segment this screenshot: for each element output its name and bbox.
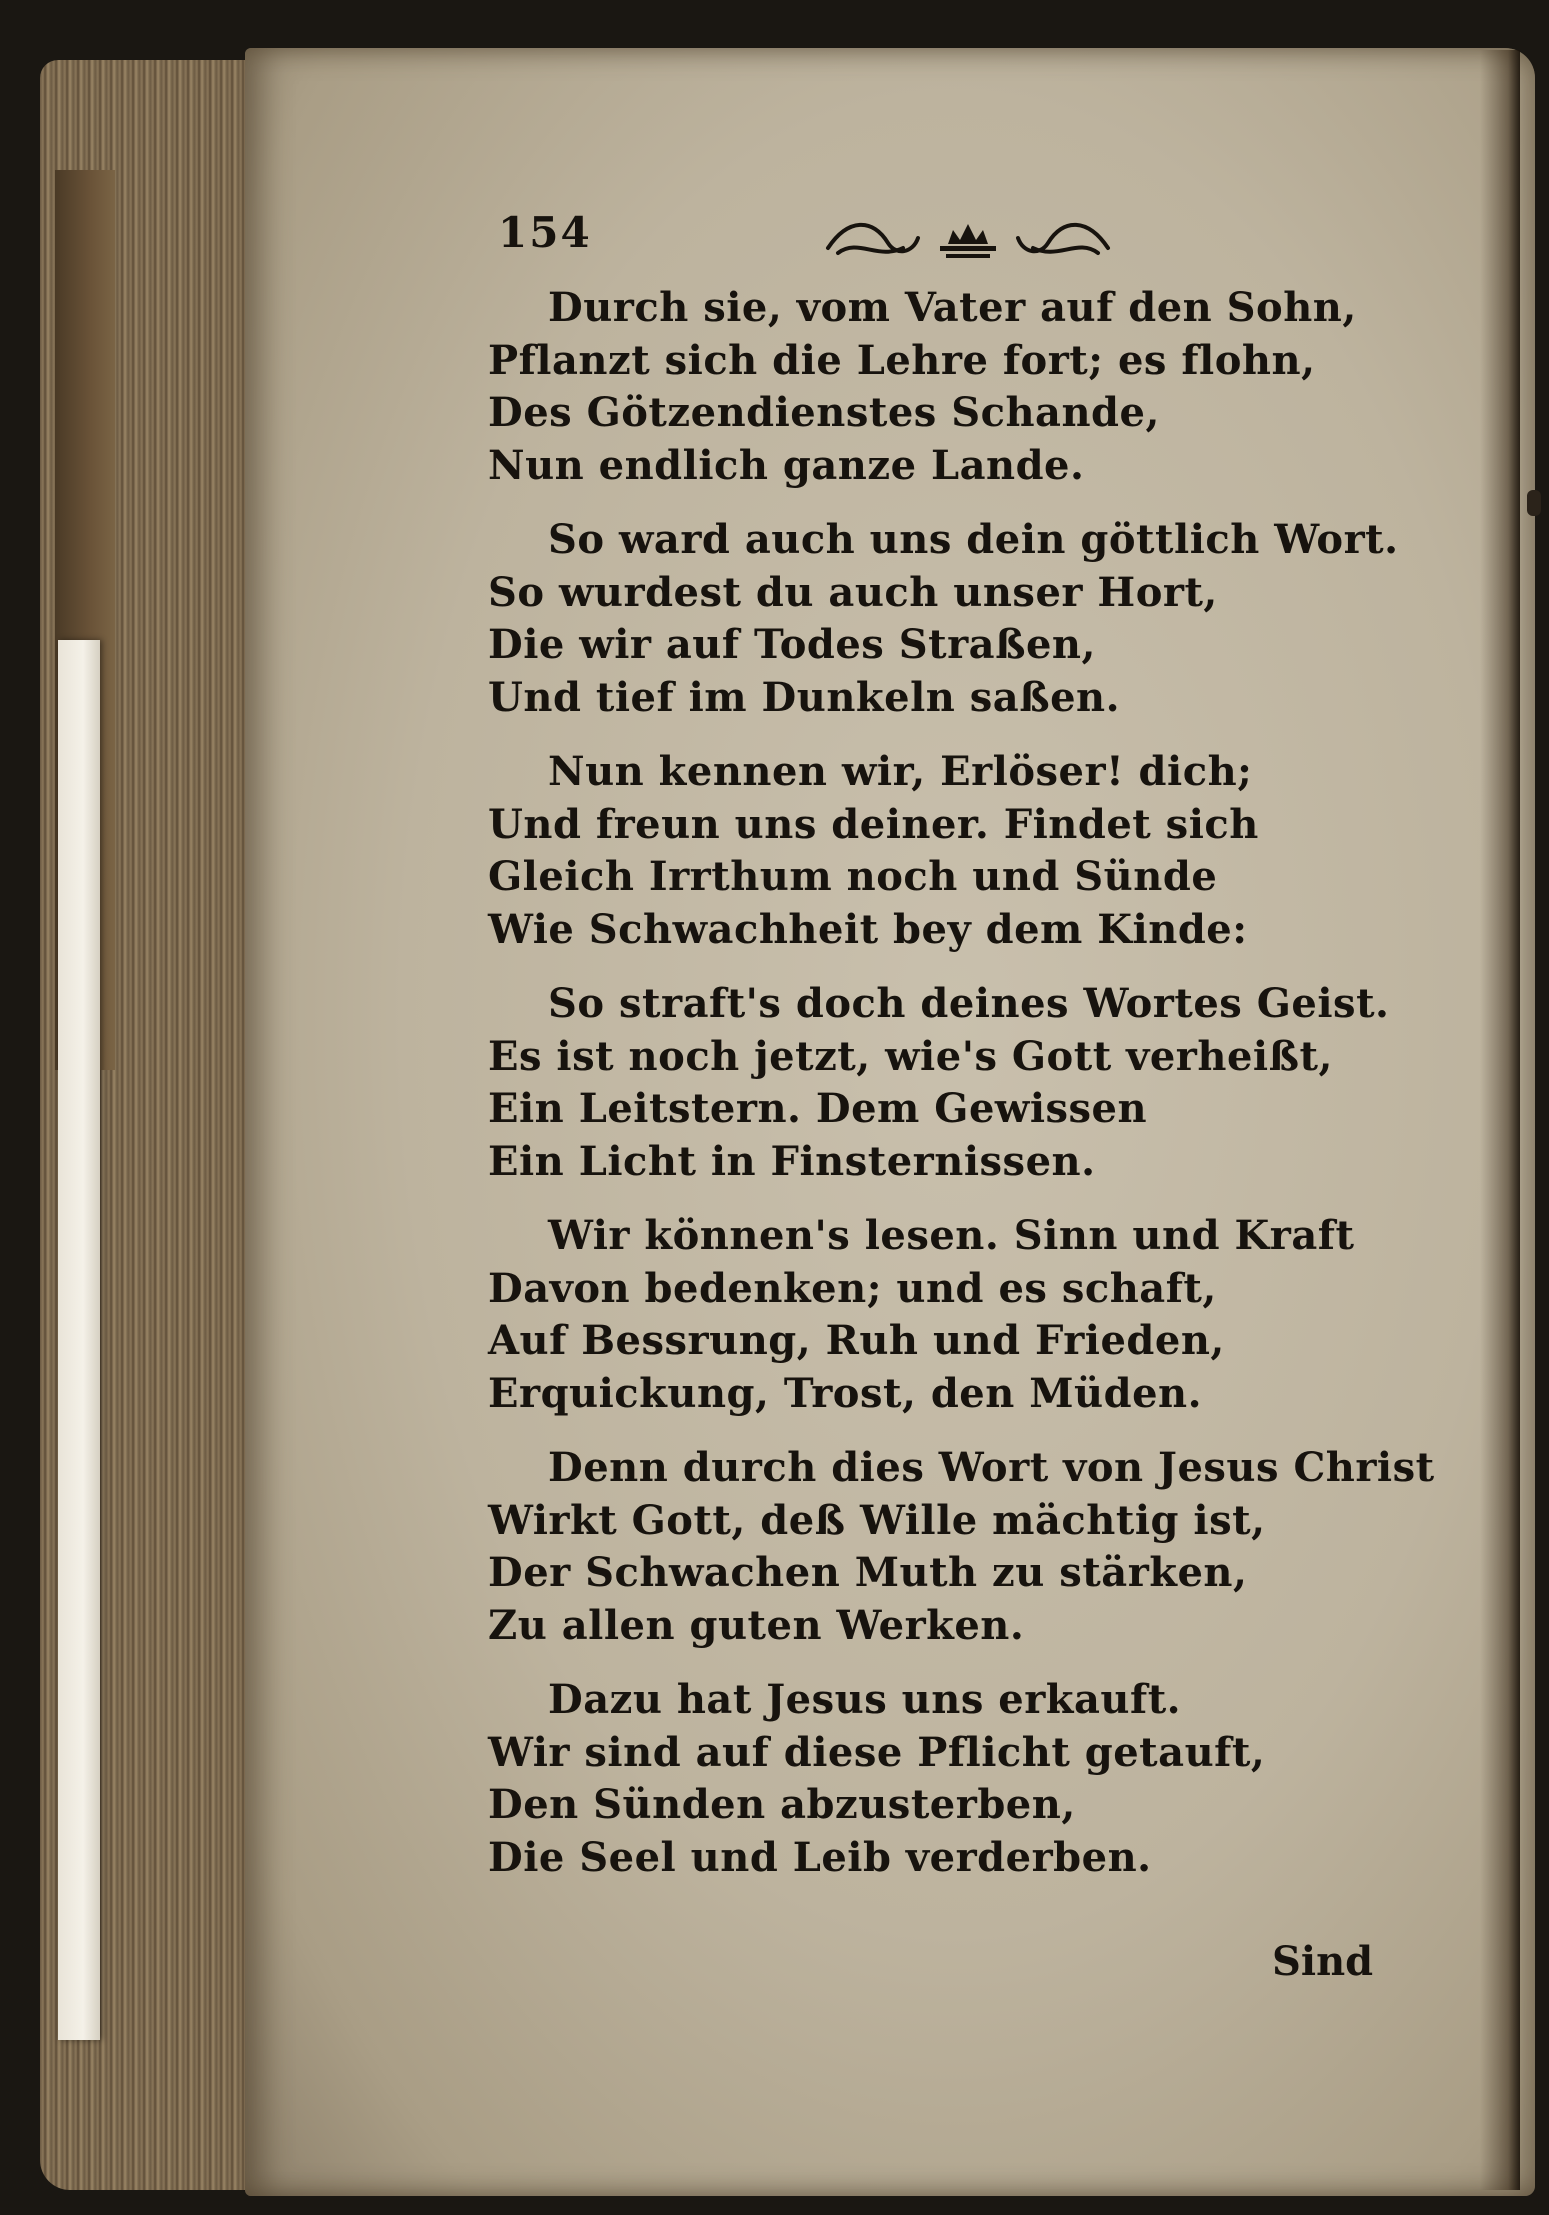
poem-line: Erquickung, Trost, den Müden.	[488, 1369, 1203, 1417]
poem-line: Den Sünden abzusterben,	[488, 1781, 1076, 1828]
catchword: Sind	[1272, 1938, 1374, 1985]
stanza	[488, 282, 1357, 492]
paper-slip	[58, 640, 100, 2040]
poem-line: Pflanzt sich die Lehre fort; es flohn,	[488, 336, 1316, 384]
decorative-headpiece-icon	[818, 208, 1118, 268]
poem-line: Die wir auf Todes Straßen,	[488, 621, 1096, 668]
stanza	[488, 1674, 1348, 1884]
poem-line: Wir sind auf diese Pflicht getauft,	[488, 1728, 1266, 1776]
poem-line: Auf Bessrung, Ruh und Frieden,	[488, 1317, 1225, 1364]
gutter-shadow	[1480, 50, 1520, 2190]
poem-line: Und tief im Dunkeln saßen.	[488, 673, 1121, 721]
poem-line: Und freun uns deiner. Findet sich	[488, 800, 1259, 848]
poem-line: So ward auch uns dein göttlich Wort.	[548, 516, 1399, 563]
page-header	[498, 208, 1118, 268]
poem-line: Durch sie, vom Vater auf den Sohn,	[548, 284, 1357, 331]
poem-line: Wie Schwachheit bey dem Kinde:	[488, 905, 1248, 953]
right-page-edge-mark	[1527, 490, 1541, 516]
poem-line: Zu allen guten Werken.	[488, 1601, 1025, 1649]
stanza	[488, 978, 1390, 1188]
poem-line: Wir können's lesen. Sinn und Kraft	[548, 1212, 1355, 1259]
poem-line: Nun endlich ganze Lande.	[488, 441, 1085, 489]
poem-line: Der Schwachen Muth zu stärken,	[488, 1549, 1248, 1596]
poem-line: So wurdest du auch unser Hort,	[488, 568, 1218, 616]
page-number: 154	[498, 208, 592, 257]
poem-line: Denn durch dies Wort von Jesus Christ	[548, 1444, 1435, 1491]
poem-line: So straft's doch deines Wortes Geist.	[548, 980, 1390, 1027]
poem-line: Ein Licht in Finsternissen.	[488, 1137, 1096, 1185]
poem-line: Des Götzendienstes Schande,	[488, 389, 1160, 436]
poem-line: Davon bedenken; und es schaft,	[488, 1264, 1217, 1312]
poem-line: Dazu hat Jesus uns erkauft.	[548, 1676, 1182, 1723]
poem-line: Wirkt Gott, deß Wille mächtig ist,	[488, 1496, 1266, 1544]
stanza	[488, 514, 1399, 724]
poem-line: Es ist noch jetzt, wie's Gott verheißt,	[488, 1032, 1333, 1080]
poem-text	[488, 282, 1435, 1906]
poem-line: Nun kennen wir, Erlöser! dich;	[548, 748, 1253, 795]
poem-line: Ein Leitstern. Dem Gewissen	[488, 1085, 1148, 1132]
poem-line: Die Seel und Leib verderben.	[488, 1833, 1152, 1881]
stanza	[488, 746, 1348, 956]
poem-line: Gleich Irrthum noch und Sünde	[488, 853, 1218, 900]
stanza	[488, 1210, 1355, 1420]
stanza	[488, 1442, 1435, 1652]
